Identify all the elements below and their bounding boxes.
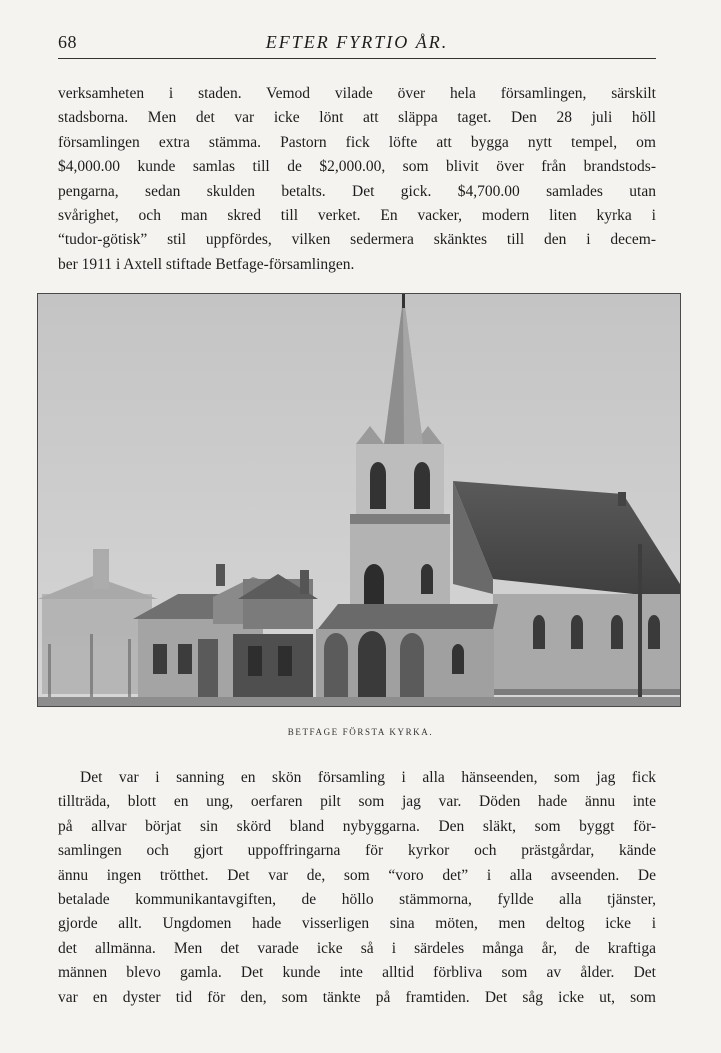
paragraph-1 — [58, 82, 656, 277]
text-line: “tudor-götisk” stil uppfördes, vilken sedermera skänktes till den i decem- — [58, 231, 656, 249]
paragraph-2 — [58, 766, 656, 1010]
text-line: församlingen extra stämma. Pastorn fick löfte att bygga nytt tempel, om — [58, 133, 656, 151]
church-photograph — [37, 293, 681, 707]
text-line: svårighet, och man skred till verket. En vacker, modern liten kyrka i — [58, 207, 656, 225]
text-line: ber 1911 i Axtell stiftade Betfage-församlingen. — [58, 255, 355, 273]
text-line: stadsborna. Men det var icke lönt att släppa taget. Den 28 juli höll — [58, 109, 656, 127]
text-line: Det var i sanning en skön församling i alla hänseenden, som jag fick — [80, 769, 656, 786]
running-title: EFTER FYRTIO ÅR. — [265, 32, 449, 52]
text-line: ännu ingen trötthet. Det var de, som “voro det” i alla avseenden. De — [58, 866, 656, 884]
text-line: betalade kommunikantavgiften, de höllo stämmorna, fyllde alla tjänster, — [58, 891, 656, 909]
text-line: verksamheten i staden. Vemod vilade över hela församlingen, särskilt — [58, 85, 656, 102]
photo-caption: BETFAGE FÖRSTA KYRKA. — [287, 727, 434, 737]
text-line: samlingen och gjort uppoffringarna för kyrkor och prästgårdar, kände — [58, 842, 656, 860]
text-line: männen blevo gamla. Det kunde inte alltid förbliva som av ålder. Det — [58, 964, 656, 982]
text-line: tillträda, blott en ung, oerfaren pilt som jag var. Döden hade ännu inte — [58, 793, 656, 811]
text-line: det allmänna. Men det varade icke så i särdeles många år, de kraftiga — [58, 939, 656, 957]
text-line: $4,000.00 kunde samlas till de $2,000.00, som blivit över från brandstods- — [58, 158, 656, 176]
page-header — [58, 30, 656, 59]
page-number: 68 — [58, 32, 77, 52]
text-line: gjorde allt. Ungdomen hade visserligen sina möten, men deltog icke i — [58, 915, 656, 933]
text-line: på allvar börjat sin skörd bland nybyggarna. Den släkt, som byggt för- — [58, 817, 656, 835]
text-line: pengarna, sedan skulden betalts. Det gick. $4,700.00 samlades utan — [58, 182, 656, 200]
text-line: var en dyster tid för den, som tänkte på framtiden. Det såg icke ut, som — [58, 988, 656, 1006]
